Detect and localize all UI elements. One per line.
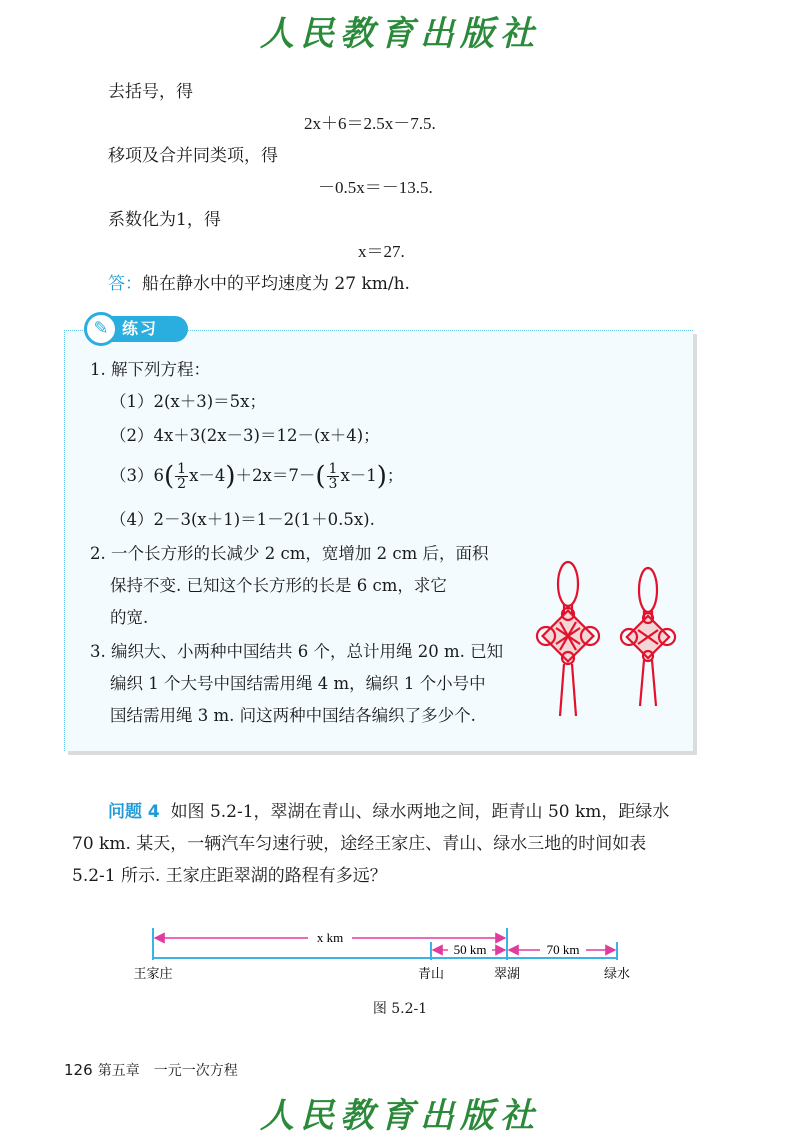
exercise-q2-line1: 2. 一个长方形的长减少 2 cm，宽增加 2 cm 后，面积 [90, 544, 489, 563]
problem4-line3: 5.2-1 所示. 王家庄距翠湖的路程有多远？ [72, 866, 387, 886]
place-wangjiazhuang: 王家庄 [133, 967, 173, 982]
problem4-line1: 问题 4 如图 5.2-1，翠湖在青山、绿水两地之间，距青山 50 km，距绿水 [108, 802, 670, 822]
step1-equation: 2x＋6＝2.5x－7.5. [304, 114, 436, 133]
exercise-q1-1: （1）2(x＋3)＝5x； [110, 392, 266, 411]
place-lvshui: 绿水 [603, 967, 631, 982]
page-number: 126 [64, 1061, 93, 1079]
answer-line [108, 272, 410, 296]
exercise-q1-4: （4）2－3(x＋1)＝1－2(1＋0.5x). [110, 510, 375, 529]
exercise-title: 练习 [92, 316, 188, 342]
chinese-knot-icon-small [621, 568, 675, 706]
answer-label: 答： [108, 274, 142, 294]
label-50-km: 50 km [453, 942, 487, 957]
exercise-q3-line2: 编织 1 个大号中国结需用绳 4 m，编织 1 个小号中 [110, 674, 486, 693]
step3-equation: x＝27. [358, 242, 405, 261]
chapter-title: 第五章 一元一次方程 [97, 1063, 238, 1079]
exercise-q2-line3: 的宽. [110, 608, 149, 627]
problem4-label: 问题 4 [108, 802, 160, 822]
chinese-knot-icon-large [537, 562, 599, 716]
exercise-q3-line1: 3. 编织大、小两种中国结共 6 个，总计用绳 20 m. 已知 [90, 642, 504, 661]
exercise-q2-line2: 保持不变. 已知这个长方形的长是 6 cm，求它 [110, 576, 447, 595]
place-cuihu: 翠湖 [493, 967, 521, 982]
place-qingshan: 青山 [417, 967, 445, 982]
q1-3-mid1: x－4 [189, 466, 226, 485]
step3-label: 系数化为1，得 [108, 210, 221, 230]
page-footer [64, 1060, 238, 1080]
answer-text: 船在静水中的平均速度为 27 km/h. [142, 274, 410, 294]
q1-3-tail: x－1 [340, 466, 377, 485]
fraction-one-half: $\frac{1}{2}$ [177, 461, 187, 492]
publisher-logo-footer: 人民教育出版社 [260, 1096, 540, 1136]
problem4-line2: 70 km. 某天，一辆汽车匀速行驶，途经王家庄、青山、绿水三地的时间如表 [72, 834, 647, 854]
label-x-km: x km [316, 930, 344, 945]
exercise-q1-title: 1. 解下列方程： [90, 360, 210, 379]
exercise-q1-3: （3）6( $\frac{1}{2}$ x－4)＋2x＝7－( $\frac{1}{3}$ x－1)； [110, 461, 404, 492]
label-70-km: 70 km [546, 942, 580, 957]
q1-3-mid2: ＋2x＝7－ [235, 466, 316, 485]
pencil-icon: ✎ [84, 312, 118, 346]
step2-label: 移项及合并同类项，得 [108, 146, 278, 166]
step2-equation: －0.5x＝－13.5. [318, 178, 433, 197]
figure-caption: 图 5.2-1 [372, 1001, 428, 1017]
chinese-knots-illustration [520, 556, 690, 726]
exercise-q1-2: （2）4x＋3(2x－3)＝12－(x＋4)； [110, 426, 380, 445]
publisher-logo: 人民教育出版社 [260, 14, 540, 54]
exercise-q3-line3: 国结需用绳 3 m. 问这两种中国结各编织了多少个. [110, 706, 476, 725]
fraction-one-third: $\frac{1}{3}$ [328, 461, 338, 492]
step1-label: 去括号，得 [108, 82, 193, 102]
distance-diagram [120, 920, 680, 990]
q1-3-prefix: （3）6 [110, 466, 164, 485]
